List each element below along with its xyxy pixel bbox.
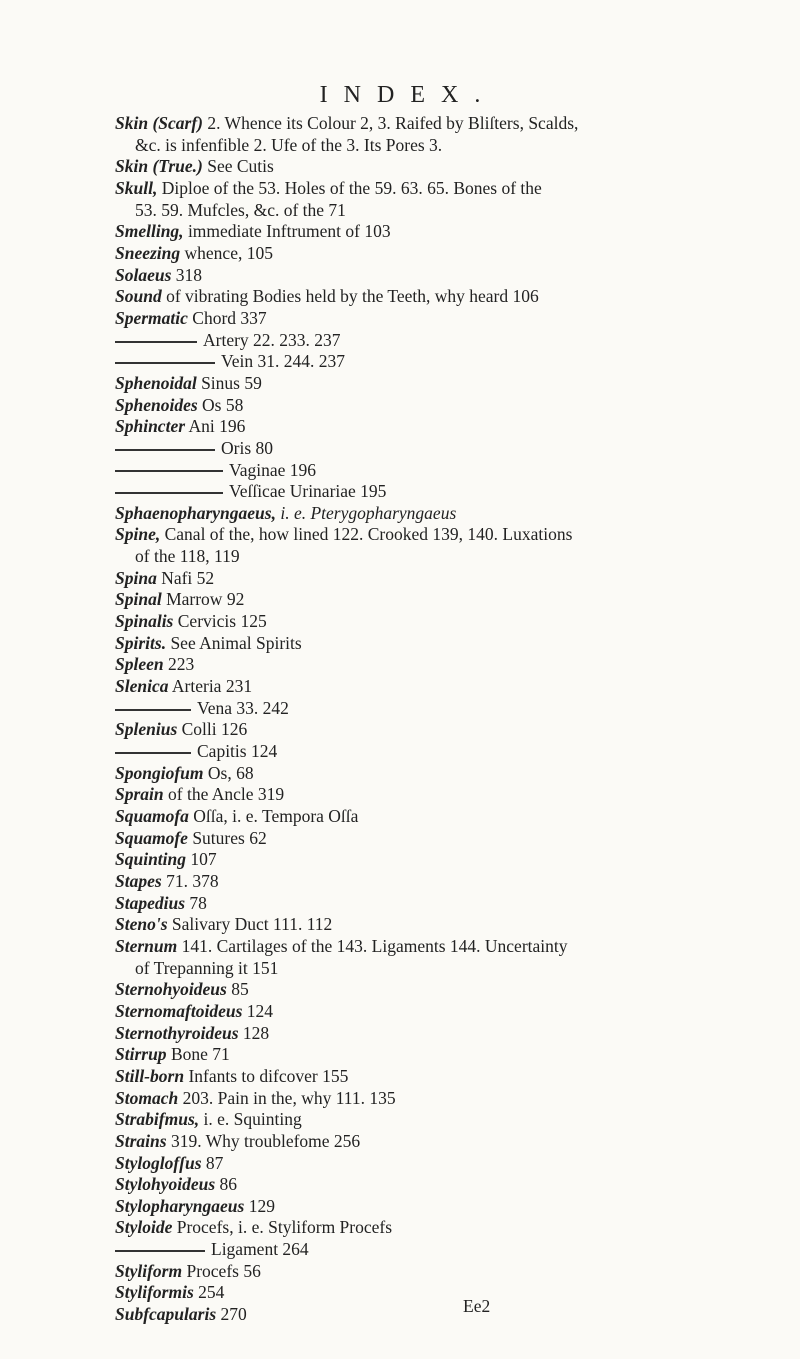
entry-text: of the 118, 119 (135, 546, 240, 567)
entry-text: immediate Inftrument of 103 (183, 221, 391, 242)
index-entry (115, 1023, 755, 1045)
index-entries (115, 113, 755, 1326)
entry-text: Cervicis 125 (173, 611, 267, 632)
entry-text: Nafi 52 (156, 567, 215, 588)
entry-text: Os, 68 (203, 762, 254, 783)
entry-headword: Sphenoides (115, 394, 198, 415)
index-entry (115, 849, 755, 871)
index-entry (115, 1109, 755, 1131)
entry-headword: Sternohyoideus (115, 979, 227, 1000)
entry-headword: Sternothyroideus (115, 1022, 239, 1043)
index-entry (115, 221, 755, 243)
ditto-dash (115, 492, 223, 494)
index-entry (115, 1066, 755, 1088)
entry-headword: Splenius (115, 719, 178, 740)
entry-headword: Spina (115, 567, 157, 588)
entry-text: whence, 105 (180, 242, 273, 263)
index-entry (115, 1153, 755, 1175)
entry-headword: Strabifmus, (115, 1109, 200, 1130)
index-entry (115, 243, 755, 265)
entry-headword: Still-born (115, 1065, 185, 1086)
entry-headword: Sternum (115, 935, 178, 956)
entry-text: Salivary Duct 111. 112 (167, 914, 333, 935)
entry-text: Vein 31. 244. 237 (221, 351, 345, 372)
index-entry (115, 698, 755, 720)
index-entry (115, 871, 755, 893)
index-entry (115, 676, 755, 698)
entry-text: 71. 378 (161, 870, 219, 891)
entry-text: Procefs 56 (182, 1260, 261, 1281)
entry-text: See Cutis (202, 156, 274, 177)
index-entry (115, 395, 755, 417)
entry-headword: Skin (Scarf) (115, 113, 203, 133)
entry-text: Veſſicae Urinariae 195 (229, 481, 387, 502)
index-entry (115, 611, 755, 633)
entry-text: Capitis 124 (197, 741, 278, 762)
entry-text: Artery 22. 233. 237 (203, 329, 341, 350)
index-entry (115, 373, 755, 395)
index-entry (115, 741, 755, 763)
entry-headword: Sphincter (115, 416, 186, 437)
entry-text: of Trepanning it 151 (135, 957, 279, 978)
index-entry (115, 979, 755, 1001)
entry-text: Colli 126 (177, 719, 248, 740)
index-entry (115, 828, 755, 850)
entry-headword: Styloide (115, 1217, 173, 1238)
entry-headword: Sphaenopharyngaeus, (115, 502, 276, 523)
entry-text: Vaginae 196 (229, 459, 316, 480)
entry-headword: Strains (115, 1130, 167, 1151)
index-entry (115, 1217, 755, 1239)
ditto-dash (115, 449, 215, 451)
ditto-dash (115, 362, 215, 364)
entry-text: 203. Pain in the, why 111. 135 (178, 1087, 396, 1108)
entry-headword: Slenica (115, 676, 169, 697)
entry-text: Canal of the, how lined 122. Crooked 139, 140. Luxations (160, 524, 573, 545)
entry-text: 107 (186, 849, 217, 870)
index-entry (115, 893, 755, 915)
entry-text: Os 58 (197, 394, 244, 415)
entry-text: Sinus 59 (196, 372, 262, 393)
entry-headword: Spine, (115, 524, 161, 545)
entry-text: 2. Whence its Colour 2, 3. Raifed by Bliſters, Scalds, (203, 113, 579, 133)
index-entry (115, 460, 755, 482)
entry-text: i. e. Pterygopharyngaeus (275, 502, 457, 523)
entry-headword: Squinting (115, 849, 187, 870)
index-entry (115, 633, 755, 655)
entry-headword: Stirrup (115, 1044, 167, 1065)
entry-text: Oris 80 (221, 437, 274, 458)
entry-text: 53. 59. Mufcles, &c. of the 71 (135, 199, 346, 220)
entry-headword: Subfcapularis (115, 1304, 217, 1325)
entry-headword: Spermatic (115, 307, 188, 328)
entry-text: Infants to difcover 155 (184, 1065, 349, 1086)
entry-text: Ani 196 (185, 416, 246, 437)
entry-headword: Solaeus (115, 264, 172, 285)
index-entry (115, 113, 755, 135)
entry-headword: Squamofa (115, 806, 189, 826)
entry-text: 319. Why troublefome 256 (166, 1130, 361, 1151)
index-entry (115, 936, 755, 958)
index-entry (115, 1131, 755, 1153)
entry-headword: Stapedius (115, 892, 186, 913)
entry-text: 270 (216, 1304, 247, 1325)
entry-headword: Styloglofſus (115, 1152, 202, 1173)
entry-text: Vena 33. 242 (197, 697, 289, 718)
ditto-dash (115, 341, 197, 343)
index-entry (115, 806, 755, 828)
entry-headword: Steno's (115, 914, 168, 935)
ditto-dash (115, 752, 191, 754)
entry-headword: Stylohyoideus (115, 1174, 216, 1195)
entry-text: 78 (185, 892, 207, 913)
entry-text: &c. is infenfible 2. Ufe of the 3. Its Pores 3. (135, 134, 443, 155)
index-entry (115, 1001, 755, 1023)
entry-text: 223 (163, 654, 195, 675)
entry-headword: Squamofe (115, 827, 188, 848)
index-entry (115, 1282, 755, 1304)
entry-text: of the Ancle 319 (163, 784, 285, 805)
entry-headword: Spinalis (115, 611, 174, 632)
index-entry (115, 719, 755, 741)
index-entry (115, 1174, 755, 1196)
index-entry (115, 308, 755, 330)
entry-headword: Sprain (115, 784, 164, 805)
entry-text: 318 (171, 264, 203, 285)
entry-headword: Spleen (115, 654, 164, 675)
entry-headword: Sneezing (115, 242, 181, 263)
entry-text: 124 (242, 1000, 274, 1021)
entry-headword: Skin (True.) (115, 156, 203, 177)
index-entry (115, 178, 755, 200)
index-entry (115, 438, 755, 460)
entry-text: Arteria 231 (168, 676, 253, 697)
index-entry (115, 1304, 755, 1326)
ditto-dash (115, 1250, 205, 1252)
entry-text: Ligament 264 (211, 1239, 309, 1260)
index-entry (115, 546, 755, 568)
index-entry (115, 784, 755, 806)
entry-headword: Stomach (115, 1087, 179, 1108)
entry-headword: Stylopharyngaeus (115, 1195, 245, 1216)
entry-headword: Spirits. (115, 632, 167, 653)
index-header: INDEX. (319, 82, 497, 108)
entry-headword: Sound (115, 286, 162, 307)
entry-text: of vibrating Bodies held by the Teeth, why heard 106 (161, 286, 539, 307)
index-entry (115, 1088, 755, 1110)
index-entry (115, 1261, 755, 1283)
index-entry (115, 265, 755, 287)
index-entry (115, 481, 755, 503)
entry-headword: Styliform (115, 1260, 183, 1281)
entry-headword: Sternomaftoideus (115, 1000, 243, 1021)
entry-text: Bone 71 (166, 1044, 230, 1065)
entry-text: Chord 337 (187, 307, 267, 328)
entry-text: Sutures 62 (187, 827, 267, 848)
index-entry (115, 763, 755, 785)
entry-text: 85 (226, 979, 249, 1000)
index-entry (115, 416, 755, 438)
index-entry (115, 503, 755, 525)
index-entry (115, 330, 755, 352)
entry-text: 254 (193, 1282, 225, 1303)
entry-text: 128 (238, 1022, 270, 1043)
entry-headword: Skull, (115, 177, 158, 198)
entry-text: Diploe of the 53. Holes of the 59. 63. 65. Bones of the (157, 177, 542, 198)
entry-headword: Stapes (115, 870, 162, 891)
entry-text: 141. Cartilages of the 143. Ligaments 144. Uncertainty (177, 935, 568, 956)
entry-text: 129 (244, 1195, 275, 1216)
entry-text: Procefs, i. e. Styliform Procefs (172, 1217, 393, 1238)
entry-text: Marrow 92 (161, 589, 245, 610)
entry-text: Oſſa, i. e. Tempora Oſſa (188, 806, 359, 826)
index-entry (115, 1239, 755, 1261)
entry-text: See Animal Spirits (166, 632, 302, 653)
index-entry (115, 914, 755, 936)
entry-headword: Styliformis (115, 1282, 194, 1303)
index-entry (115, 1044, 755, 1066)
index-entry (115, 351, 755, 373)
index-entry (115, 135, 755, 157)
index-entry (115, 568, 755, 590)
index-entry (115, 156, 755, 178)
entry-headword: Spongiofum (115, 762, 204, 783)
index-entry (115, 286, 755, 308)
entry-text: 86 (215, 1174, 238, 1195)
entry-text: 87 (201, 1152, 224, 1173)
index-entry (115, 524, 755, 546)
index-entry (115, 589, 755, 611)
entry-headword: Spinal (115, 589, 162, 610)
index-entry (115, 654, 755, 676)
entry-headword: Sphenoidal (115, 372, 197, 393)
index-entry (115, 1196, 755, 1218)
signature-mark: Ee2 (463, 1296, 491, 1316)
index-entry (115, 958, 755, 980)
entry-text: i. e. Squinting (199, 1109, 302, 1130)
entry-headword: Smelling, (115, 221, 184, 242)
ditto-dash (115, 470, 223, 472)
ditto-dash (115, 709, 191, 711)
index-entry (115, 200, 755, 222)
